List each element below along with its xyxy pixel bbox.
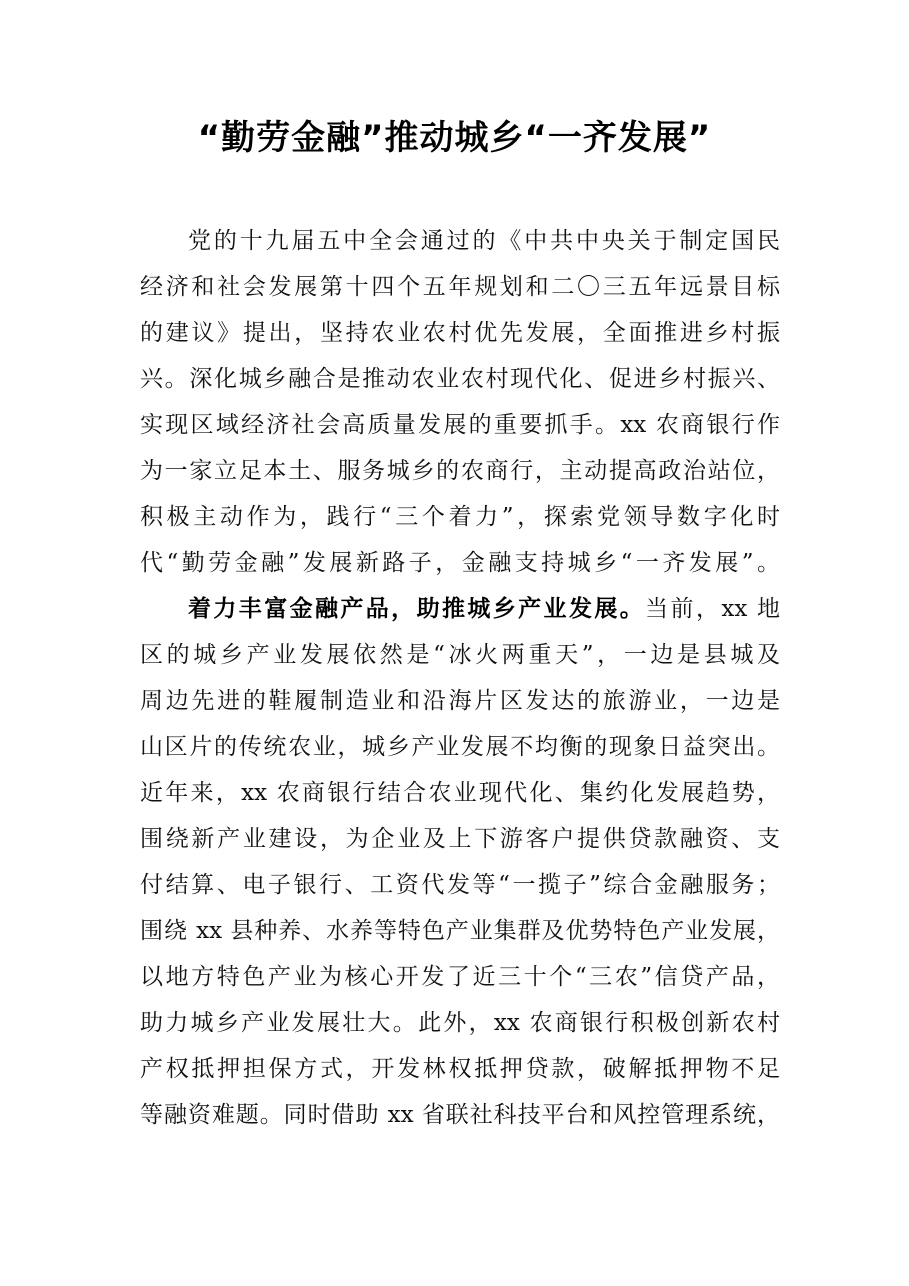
paragraph-2-line: 区的城乡产业发展依然是“冰火两重天”，一边是县城及 [140,642,780,668]
paragraph-2-line: 周边先进的鞋履制造业和沿海片区发达的旅游业，一边是 [140,688,780,714]
paragraph-1-line: 经济和社会发展第十四个五年规划和二〇三五年远景目标 [140,274,780,300]
paragraph-2-line: 围绕新产业建设，为企业及上下游客户提供贷款融资、支 [140,826,780,852]
paragraph-2-line: 付结算、电子银行、工资代发等“一揽子”综合金融服务； [140,872,780,898]
paragraph-1-line: 的建议》提出，坚持农业农村优先发展，全面推进乡村振 [140,320,780,346]
paragraph-2-lead-heading: 着力丰富金融产品，助推城乡产业发展。 [188,596,646,622]
paragraph-2-line: 等融资难题。同时借助 xx 省联社科技平台和风控管理系统， [140,1102,780,1128]
paragraph-1-line: 积极主动作为，践行“三个着力”，探索党领导数字化时 [140,504,780,530]
paragraph-2-line: 近年来，xx 农商银行结合农业现代化、集约化发展趋势， [140,780,780,806]
paragraph-2-line: 助力城乡产业发展壮大。此外，xx 农商银行积极创新农村 [140,1010,780,1036]
paragraph-2-first-line [140,586,780,632]
paragraph-1-line: 兴。深化城乡融合是推动农业农村现代化、促进乡村振兴、 [140,366,780,392]
paragraph-1-line: 实现区域经济社会高质量发展的重要抓手。xx 农商银行作 [140,412,780,438]
paragraph-1-line: 代“勤劳金融”发展新路子，金融支持城乡“一齐发展”。 [140,550,780,576]
paragraph-1-line: 党的十九届五中全会通过的《中共中央关于制定国民 [188,228,780,254]
paragraph-2-line: 以地方特色产业为核心开发了近三十个“三农”信贷产品， [140,964,780,990]
paragraph-2-line: 产权抵押担保方式，开发林权抵押贷款，破解抵押物不足 [140,1056,780,1082]
document-body [140,218,780,1138]
paragraph-2-first-line-text: 当前，xx 地 [645,596,780,622]
paragraph-1-line: 为一家立足本土、服务城乡的农商行，主动提高政治站位， [140,458,780,484]
document-title: “勤劳金融”推动城乡“一齐发展” [197,118,712,158]
paragraph-2-line: 山区片的传统农业，城乡产业发展不均衡的现象日益突出。 [140,734,780,760]
paragraph-2-line: 围绕 xx 县种养、水养等特色产业集群及优势特色产业发展， [140,918,780,944]
